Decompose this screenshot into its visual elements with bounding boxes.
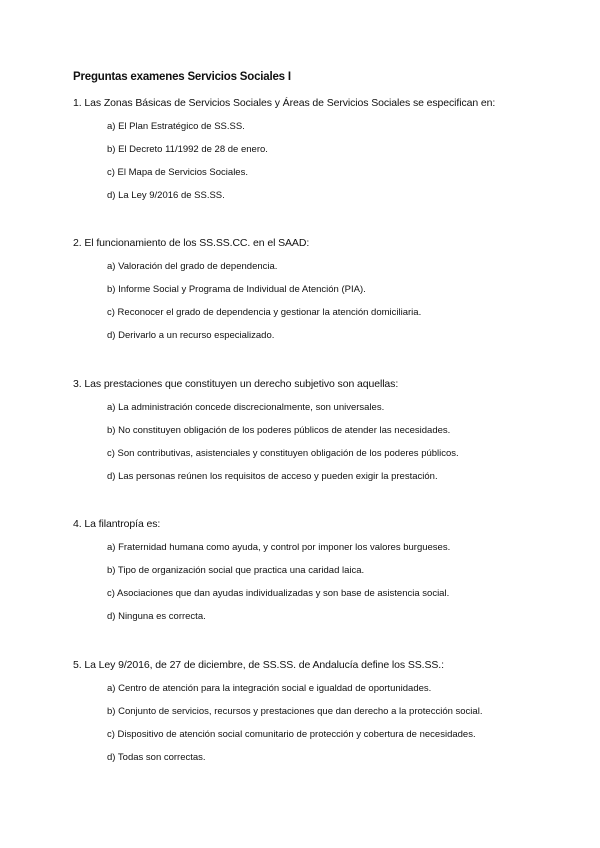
question-text: 5. La Ley 9/2016, de 27 de diciembre, de SS.SS. de Andalucía define los SS.SS.: <box>73 659 444 671</box>
question-5 <box>73 658 593 764</box>
question-4 <box>73 517 593 623</box>
answer-option-b: b) No constituyen obligación de los poderes públicos de atender las necesidades. <box>107 425 451 436</box>
question-text: 1. Las Zonas Básicas de Servicios Sociales y Áreas de Servicios Sociales se especifican en: <box>73 97 496 109</box>
answer-option-b: b) Informe Social y Programa de Individual de Atención (PIA). <box>107 284 366 295</box>
answer-option-d: d) La Ley 9/2016 de SS.SS. <box>107 190 225 201</box>
answer-option-c: c) Dispositivo de atención social comunitario de protección y cobertura de necesidades. <box>107 729 476 740</box>
answer-option-d: d) Ninguna es correcta. <box>107 611 206 622</box>
answer-options <box>73 120 593 202</box>
answer-option-b: b) Conjunto de servicios, recursos y prestaciones que dan derecho a la protección social. <box>107 706 483 717</box>
question-text: 2. El funcionamiento de los SS.SS.CC. en el SAAD: <box>73 237 310 249</box>
answer-option-d: d) Las personas reúnen los requisitos de acceso y pueden exigir la prestación. <box>107 471 438 482</box>
question-3 <box>73 377 593 483</box>
answer-option-c: c) El Mapa de Servicios Sociales. <box>107 167 248 178</box>
answer-option-c: c) Reconocer el grado de dependencia y gestionar la atención domiciliaria. <box>107 307 422 318</box>
answer-option-a: a) Valoración del grado de dependencia. <box>107 261 278 272</box>
answer-options <box>73 260 593 342</box>
question-1 <box>73 96 593 202</box>
question-2 <box>73 236 593 342</box>
answer-options <box>73 682 593 764</box>
answer-option-b: b) Tipo de organización social que practica una caridad laica. <box>107 565 365 576</box>
answer-options <box>73 401 593 483</box>
answer-options <box>73 541 593 623</box>
answer-option-a: a) Fraternidad humana como ayuda, y control por imponer los valores burgueses. <box>107 542 451 553</box>
answer-option-a: a) El Plan Estratégico de SS.SS. <box>107 121 245 132</box>
answer-option-c: c) Asociaciones que dan ayudas individualizadas y son base de asistencia social. <box>107 588 450 599</box>
answer-option-d: d) Derivarlo a un recurso especializado. <box>107 330 275 341</box>
answer-option-d: d) Todas son correctas. <box>107 752 206 763</box>
document-title: Preguntas examenes Servicios Sociales I <box>73 71 291 83</box>
question-text: 3. Las prestaciones que constituyen un derecho subjetivo son aquellas: <box>73 378 399 390</box>
question-text: 4. La filantropía es: <box>73 518 161 530</box>
answer-option-a: a) La administración concede discrecionalmente, son universales. <box>107 402 385 413</box>
answer-option-a: a) Centro de atención para la integración social e igualdad de oportunidades. <box>107 683 432 694</box>
answer-option-b: b) El Decreto 11/1992 de 28 de enero. <box>107 144 268 155</box>
answer-option-c: c) Son contributivas, asistenciales y constituyen obligación de los poderes públicos. <box>107 448 459 459</box>
